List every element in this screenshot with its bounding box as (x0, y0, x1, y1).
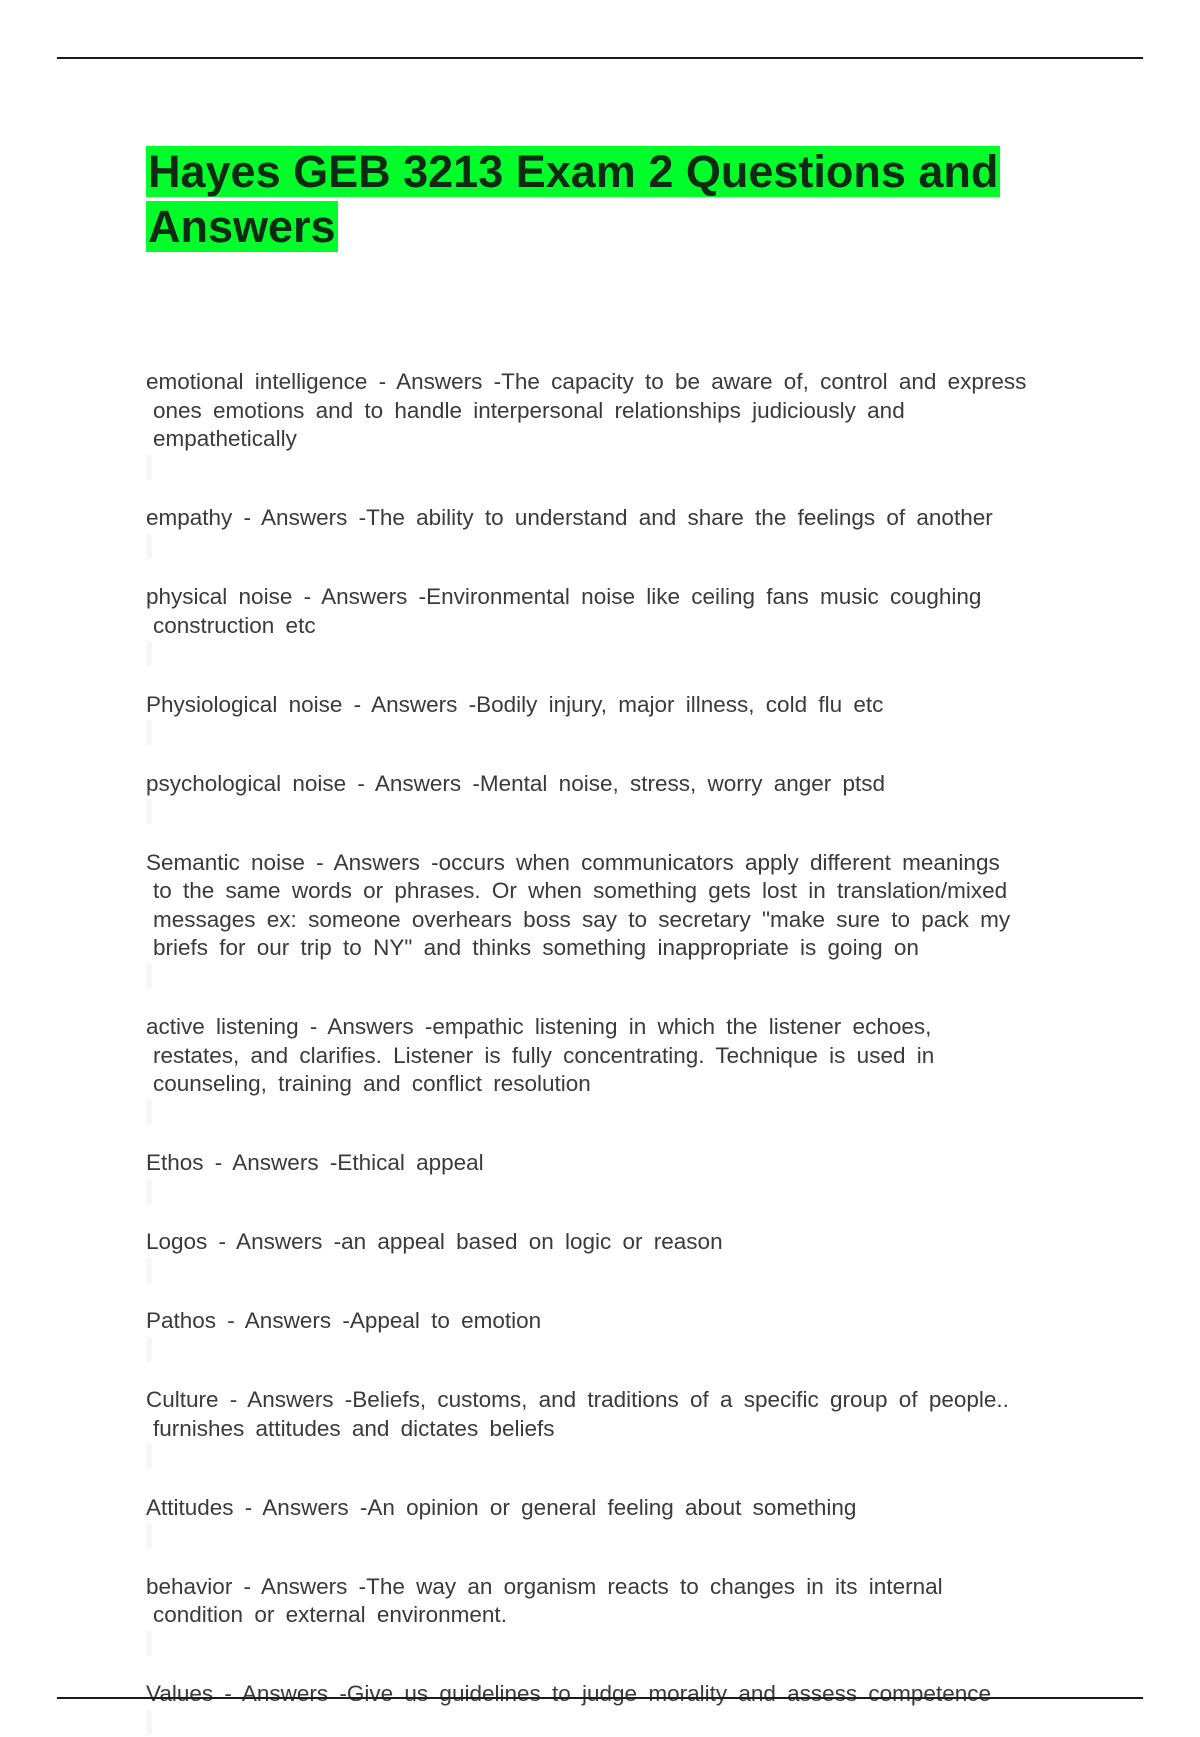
qa-entry (146, 1573, 1096, 1659)
qa-entry (146, 1680, 1096, 1737)
qa-entry-line: briefs for our trip to NY" and thinks something inappropriate is going on (153, 935, 919, 960)
qa-entry-line: physical noise - Answers -Environmental noise like ceiling fans music coughing (146, 584, 982, 609)
qa-entry (146, 504, 1096, 561)
qa-entry-line: Semantic noise - Answers -occurs when communicators apply different meanings (146, 849, 1000, 875)
qa-entry (146, 1228, 1096, 1285)
qa-entry-line: ones emotions and to handle interpersonal relationships judiciously and (153, 397, 905, 423)
qa-entry-highlight (146, 1013, 1096, 1125)
qa-entry-line: to the same words or phrases. Or when something gets lost in translation/mixed (153, 878, 1008, 903)
qa-entry-line: empathy - Answers -The ability to understand and share the feelings of another (146, 505, 993, 530)
qa-entry (146, 1386, 1096, 1472)
qa-entry (146, 583, 1096, 669)
qa-entry-highlight (146, 1494, 1096, 1549)
qa-entry-highlight (146, 849, 1096, 989)
qa-entry (146, 691, 1096, 748)
qa-entry-line: counseling, training and conflict resolution (153, 1071, 591, 1096)
qa-entry-line: empathetically (153, 426, 297, 451)
qa-entry-line: Culture - Answers -Beliefs, customs, and traditions of a specific group of people.. (146, 1387, 1009, 1412)
bottom-rule (57, 1697, 1143, 1699)
qa-entry-line: emotional intelligence - Answers -The capacity to be aware of, control and express (146, 369, 1027, 394)
qa-entry (146, 1307, 1096, 1364)
qa-entry-highlight (146, 691, 1096, 746)
qa-entry-highlight (146, 1680, 1096, 1735)
document-title-text: Hayes GEB 3213 Exam 2 Questions and Answers (148, 146, 999, 252)
qa-entry-line: Ethos - Answers -Ethical appeal (146, 1150, 484, 1175)
qa-entry-highlight (146, 368, 1096, 480)
qa-entry-line: Physiological noise - Answers -Bodily injury, major illness, cold flu etc (146, 691, 884, 717)
qa-entry-highlight (146, 583, 1096, 666)
qa-entry-line: behavior - Answers -The way an organism reacts to changes in its internal (146, 1573, 943, 1599)
title-block (146, 144, 1076, 254)
qa-entry-line: psychological noise - Answers -Mental noise, stress, worry anger ptsd (146, 770, 886, 796)
qa-entry-line: Logos - Answers -an appeal based on logic or reason (146, 1229, 723, 1254)
qa-entry (146, 770, 1096, 827)
qa-entry-line: Pathos - Answers -Appeal to emotion (146, 1308, 542, 1333)
qa-entry-highlight (146, 1307, 1096, 1362)
qa-entry-line: construction etc (153, 612, 316, 638)
qa-entry-line: messages ex: someone overhears boss say to secretary "make sure to pack my (153, 906, 1011, 932)
qa-entry-highlight (146, 504, 1096, 559)
qa-entry (146, 1013, 1096, 1127)
qa-entry (146, 1494, 1096, 1551)
qa-entry-line: Attitudes - Answers -An opinion or general feeling about something (146, 1494, 857, 1520)
qa-entry (146, 1149, 1096, 1206)
qa-entry (146, 849, 1096, 992)
top-rule (57, 57, 1143, 59)
qa-entry-highlight (146, 1386, 1096, 1469)
document-title (146, 144, 1076, 254)
qa-entry (146, 368, 1096, 482)
qa-entry-highlight (146, 1149, 1096, 1204)
qa-entry-line: restates, and clarifies. Listener is fully concentrating. Technique is used in (153, 1042, 935, 1068)
qa-entry-line: condition or external environment. (153, 1602, 507, 1627)
qa-entry-highlight (146, 770, 1096, 825)
qa-entry-line: active listening - Answers -empathic listening in which the listener echoes, (146, 1014, 932, 1039)
qa-entry-highlight (146, 1228, 1096, 1283)
qa-entry-line: Values - Answers -Give us guidelines to judge morality and assess competence (146, 1681, 991, 1706)
qa-entry-line: furnishes attitudes and dictates beliefs (153, 1415, 555, 1441)
qa-entry-highlight (146, 1573, 1096, 1656)
qa-list (146, 368, 1096, 1737)
